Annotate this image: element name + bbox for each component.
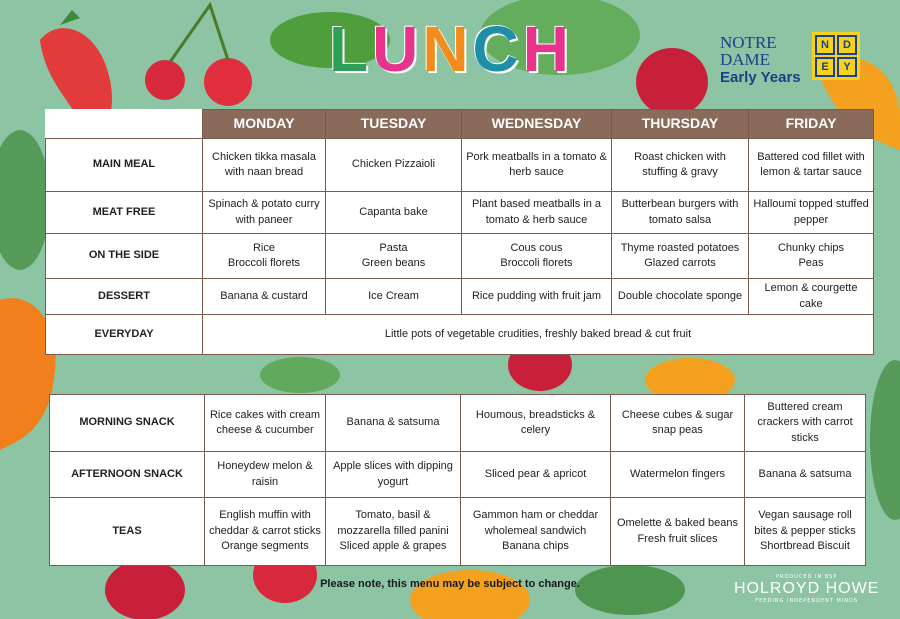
crest-letter: N <box>815 35 835 55</box>
crest-letter: D <box>837 35 857 55</box>
snack-cell: Banana & satsuma <box>326 395 461 452</box>
crest-letter: E <box>815 57 835 77</box>
logo-tagline: FEEDING INDEPENDENT MINDS <box>755 598 859 604</box>
table-row <box>50 498 866 566</box>
snack-cell: English muffin with cheddar & carrot sticks Orange segments <box>205 498 326 566</box>
menu-cell: Chicken tikka masala with naan bread <box>203 139 326 192</box>
menu-cell: Capanta bake <box>326 192 462 234</box>
snacks-table <box>49 394 866 566</box>
menu-cell: Rice pudding with fruit jam <box>462 279 612 315</box>
brand-subtitle: Early Years <box>720 69 801 86</box>
caterer-logo <box>734 574 879 604</box>
cell-line: Pasta <box>379 241 408 254</box>
cell-line: Omelette & baked beans <box>616 517 739 530</box>
crest-icon <box>812 32 860 80</box>
menu-cell <box>326 234 462 279</box>
brand-line: NOTRE <box>720 33 777 52</box>
cell-line: Glazed carrots <box>644 257 716 269</box>
menu-cell: Ice Cream <box>326 279 462 315</box>
school-logo <box>720 34 801 85</box>
row-label: MEAT FREE <box>46 192 203 234</box>
snack-cell: Rice cakes with cream cheese & cucumber <box>205 395 326 452</box>
leaf-bottom-icon <box>575 565 685 615</box>
day-header: FRIDAY <box>749 110 874 139</box>
snack-cell: Buttered cream crackers with carrot sticks <box>745 395 866 452</box>
snack-cell <box>461 498 611 566</box>
cell-line: Thyme roasted potatoes <box>620 241 740 254</box>
snack-cell <box>611 498 745 566</box>
menu-cell: Battered cod fillet with lemon & tartar sauce <box>749 139 874 192</box>
snack-cell <box>745 498 866 566</box>
menu-cell <box>203 234 326 279</box>
menu-cell: Banana & custard <box>203 279 326 315</box>
row-label: MORNING SNACK <box>50 395 205 452</box>
brand-line: DAME <box>720 50 771 69</box>
menu-cell: Double chocolate sponge <box>612 279 749 315</box>
menu-cell: Spinach & potato curry with paneer <box>203 192 326 234</box>
title-letter: U <box>372 13 421 85</box>
table-row <box>46 139 874 192</box>
menu-cell: Roast chicken with stuffing & gravy <box>612 139 749 192</box>
cell-line: Broccoli florets <box>500 257 573 269</box>
title-letter: L <box>329 13 371 85</box>
row-label: DESSERT <box>46 279 203 315</box>
table-row <box>46 192 874 234</box>
table-row <box>46 315 874 355</box>
cell-line: Chunky chips <box>777 241 845 254</box>
cell-line: Gammon ham or cheddar wholemeal sandwich <box>472 509 599 537</box>
table-row <box>46 279 874 315</box>
day-header: THURSDAY <box>612 110 749 139</box>
menu-cell <box>462 234 612 279</box>
menu-date: 2/6/2025 <box>147 115 198 131</box>
row-label: ON THE SIDE <box>46 234 203 279</box>
menu-cell: Lemon & courgette cake <box>749 279 874 315</box>
day-header: WEDNESDAY <box>462 110 612 139</box>
title-letter: H <box>522 13 571 85</box>
snack-cell: Apple slices with dipping yogurt <box>326 452 461 498</box>
crest-letter: Y <box>837 57 857 77</box>
menu-cell: Halloumi topped stuffed pepper <box>749 192 874 234</box>
table-row <box>46 234 874 279</box>
title-letter: C <box>472 13 521 85</box>
cell-line: Peas <box>798 257 824 269</box>
snack-cell: Cheese cubes & sugar snap peas <box>611 395 745 452</box>
snack-cell: Honeydew melon & raisin <box>205 452 326 498</box>
cell-line: Tomato, basil & mozzarella filled panini <box>337 509 449 537</box>
row-label: TEAS <box>50 498 205 566</box>
cell-line: Sliced apple & grapes <box>339 540 447 553</box>
menu-cell: Pork meatballs in a tomato & herb sauce <box>462 139 612 192</box>
cell-line: Broccoli florets <box>227 257 301 269</box>
row-label: MAIN MEAL <box>46 139 203 192</box>
row-label: EVERYDAY <box>46 315 203 355</box>
lunch-menu-table <box>45 109 874 355</box>
snack-cell: Houmous, breadsticks & celery <box>461 395 611 452</box>
logo-name: HOLROYD HOWE <box>734 580 880 597</box>
menu-cell: Plant based meatballs in a tomato & herb sauce <box>462 192 612 234</box>
logo-small-text: PRODUCED IN BSP <box>775 574 838 580</box>
leaf-mid-icon <box>260 357 340 393</box>
leaf-left-icon <box>0 130 50 270</box>
snack-cell: Banana & satsuma <box>745 452 866 498</box>
snack-cell <box>326 498 461 566</box>
cell-line: Shortbread Biscuit <box>760 540 850 553</box>
menu-cell: Butterbean burgers with tomato salsa <box>612 192 749 234</box>
row-label: AFTERNOON SNACK <box>50 452 205 498</box>
cell-line: Cous cous <box>510 241 563 254</box>
cell-line: Banana chips <box>502 540 569 553</box>
menu-cell <box>749 234 874 279</box>
table-row <box>50 452 866 498</box>
title-letter: N <box>422 13 471 85</box>
cell-line: Vegan sausage roll bites & pepper sticks <box>754 509 856 537</box>
snack-cell: Sliced pear & apricot <box>461 452 611 498</box>
day-header: MONDAY <box>203 110 326 139</box>
cell-line: Green beans <box>361 257 426 269</box>
disclaimer-note: Please note, this menu may be subject to change. <box>320 578 580 590</box>
everyday-cell: Little pots of vegetable crudities, freshly baked bread & cut fruit <box>203 315 874 355</box>
menu-cell: Chicken Pizzaioli <box>326 139 462 192</box>
table-row <box>50 395 866 452</box>
leaf-right-icon <box>870 360 900 520</box>
day-header: TUESDAY <box>326 110 462 139</box>
cell-line: Rice <box>252 241 275 254</box>
snack-cell: Watermelon fingers <box>611 452 745 498</box>
cell-line: Fresh fruit slices <box>637 532 718 545</box>
menu-cell <box>612 234 749 279</box>
